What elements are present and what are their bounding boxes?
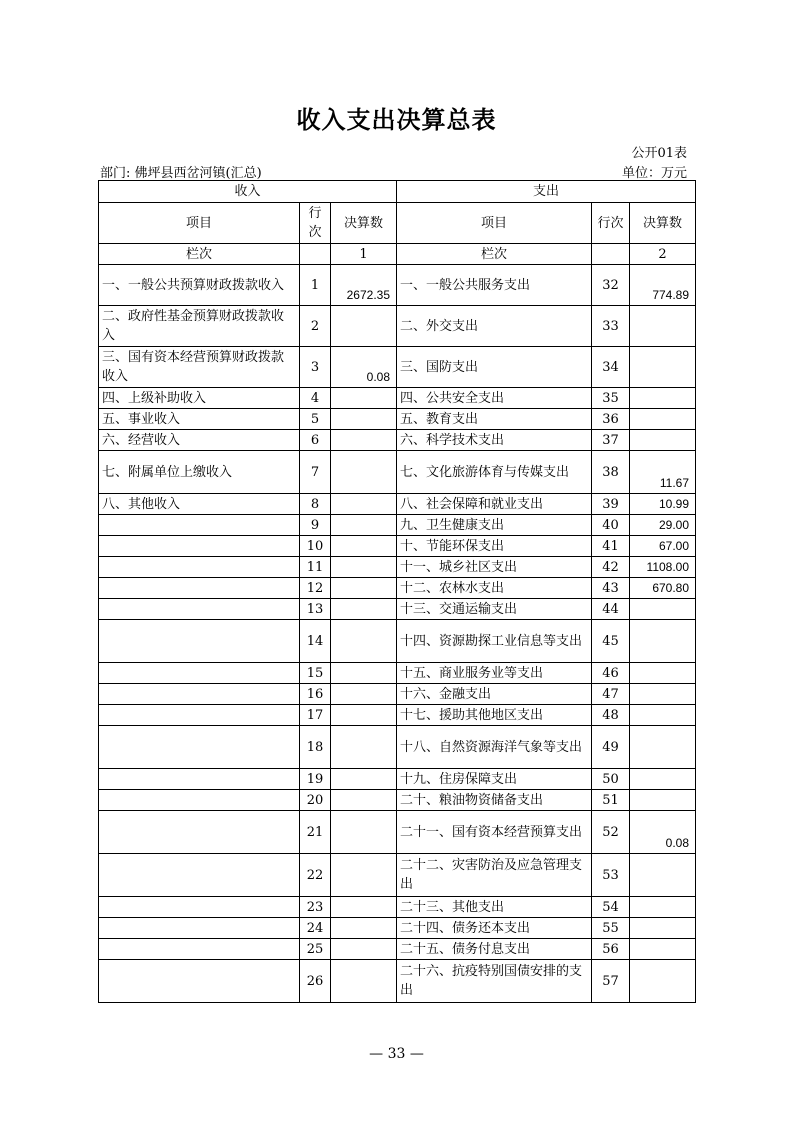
expense-amount-cell	[630, 897, 696, 918]
expense-item-header: 项目	[397, 203, 592, 244]
income-amount-cell: 0.08	[331, 347, 397, 388]
expense-item-cell: 一、一般公共服务支出	[397, 265, 592, 306]
expense-item-cell: 六、科学技术支出	[397, 430, 592, 451]
department-label: 部门: 佛坪县西岔河镇(汇总)	[100, 166, 262, 181]
income-item-header: 项目	[99, 203, 300, 244]
expense-amount-cell	[630, 705, 696, 726]
expense-amount-cell	[630, 663, 696, 684]
table-row	[99, 663, 696, 684]
expense-amount-cell	[630, 939, 696, 960]
income-amount-cell	[331, 663, 397, 684]
table-row	[99, 790, 696, 811]
expense-item-cell: 十四、资源勘探工业信息等支出	[397, 620, 592, 663]
income-amount-cell	[331, 918, 397, 939]
table-row	[99, 578, 696, 599]
expense-item-cell: 十九、住房保障支出	[397, 769, 592, 790]
income-rowno-cell: 25	[300, 939, 331, 960]
income-item-cell	[99, 536, 300, 557]
expense-amount-cell	[630, 960, 696, 1003]
income-amount-cell	[331, 790, 397, 811]
expense-item-cell: 十二、农林水支出	[397, 578, 592, 599]
table-row	[99, 684, 696, 705]
unit-label: 单位：万元	[621, 166, 687, 181]
income-rowno-cell: 18	[300, 726, 331, 769]
income-item-cell: 三、国有资本经营预算财政拨款收入	[99, 347, 300, 388]
income-amount-cell	[331, 388, 397, 409]
income-item-cell: 五、事业收入	[99, 409, 300, 430]
expense-rowno-cell: 46	[592, 663, 630, 684]
table-row	[99, 599, 696, 620]
table-row	[99, 265, 696, 306]
expense-rowno-cell: 52	[592, 811, 630, 854]
income-rowno-cell: 14	[300, 620, 331, 663]
income-amount-cell	[331, 705, 397, 726]
income-amount-cell	[331, 578, 397, 599]
empty-cell	[592, 244, 630, 265]
income-amount-cell	[331, 557, 397, 578]
expense-amount-cell: 1108.00	[630, 557, 696, 578]
income-item-cell: 六、经营收入	[99, 430, 300, 451]
income-item-cell	[99, 578, 300, 599]
expense-amount-cell: 670.80	[630, 578, 696, 599]
income-item-cell	[99, 854, 300, 897]
expense-item-cell: 二、外交支出	[397, 306, 592, 347]
expense-rowno-cell: 54	[592, 897, 630, 918]
income-rowno-cell: 1	[300, 265, 331, 306]
income-item-cell: 四、上级补助收入	[99, 388, 300, 409]
income-amount-cell: 2672.35	[331, 265, 397, 306]
expense-rowno-cell: 45	[592, 620, 630, 663]
expense-rowno-cell: 53	[592, 854, 630, 897]
expense-item-cell: 二十五、债务付息支出	[397, 939, 592, 960]
expense-item-cell: 十六、金融支出	[397, 684, 592, 705]
expense-rowno-cell: 42	[592, 557, 630, 578]
expense-amount-cell: 10.99	[630, 494, 696, 515]
table-row	[99, 726, 696, 769]
empty-cell	[300, 244, 331, 265]
table-row	[99, 769, 696, 790]
expense-rowno-cell: 39	[592, 494, 630, 515]
income-amount-cell	[331, 960, 397, 1003]
income-rowno-cell: 8	[300, 494, 331, 515]
income-rowno-cell: 11	[300, 557, 331, 578]
table-row	[99, 620, 696, 663]
table-row	[99, 515, 696, 536]
income-rowno-cell: 2	[300, 306, 331, 347]
income-item-cell	[99, 599, 300, 620]
income-column-number: 1	[331, 244, 397, 265]
expense-item-cell: 三、国防支出	[397, 347, 592, 388]
expense-item-cell: 七、文化旅游体育与传媒支出	[397, 451, 592, 494]
income-amount-cell	[331, 811, 397, 854]
income-rowno-cell: 5	[300, 409, 331, 430]
expense-item-cell: 十八、自然资源海洋气象等支出	[397, 726, 592, 769]
expense-item-cell: 九、卫生健康支出	[397, 515, 592, 536]
expense-rowno-cell: 57	[592, 960, 630, 1003]
income-item-cell	[99, 663, 300, 684]
table-row	[99, 557, 696, 578]
table-row	[99, 409, 696, 430]
income-amount-cell	[331, 620, 397, 663]
income-rowno-cell: 10	[300, 536, 331, 557]
income-rowno-cell: 21	[300, 811, 331, 854]
table-row	[99, 897, 696, 918]
expense-item-cell: 十、节能环保支出	[397, 536, 592, 557]
expense-amount-cell	[630, 684, 696, 705]
expense-item-cell: 十三、交通运输支出	[397, 599, 592, 620]
income-amount-header: 决算数	[331, 203, 397, 244]
income-amount-cell	[331, 939, 397, 960]
expense-rowno-cell: 47	[592, 684, 630, 705]
income-rowno-cell: 9	[300, 515, 331, 536]
expense-rowno-cell: 41	[592, 536, 630, 557]
income-amount-cell	[331, 494, 397, 515]
expense-item-cell: 二十三、其他支出	[397, 897, 592, 918]
expense-item-cell: 二十一、国有资本经营预算支出	[397, 811, 592, 854]
income-rowno-cell: 16	[300, 684, 331, 705]
income-item-cell	[99, 684, 300, 705]
expense-rowno-cell: 32	[592, 265, 630, 306]
income-item-cell	[99, 811, 300, 854]
expense-rowno-cell: 51	[592, 790, 630, 811]
expense-amount-cell	[630, 599, 696, 620]
expense-amount-cell	[630, 790, 696, 811]
expense-rowno-cell: 40	[592, 515, 630, 536]
income-rowno-cell: 24	[300, 918, 331, 939]
expense-amount-cell: 29.00	[630, 515, 696, 536]
expense-item-cell: 十五、商业服务业等支出	[397, 663, 592, 684]
expense-amount-cell	[630, 769, 696, 790]
income-rowno-cell: 12	[300, 578, 331, 599]
table-row	[99, 347, 696, 388]
expense-rowno-cell: 49	[592, 726, 630, 769]
table-row	[99, 939, 696, 960]
income-amount-cell	[331, 430, 397, 451]
income-item-cell	[99, 897, 300, 918]
income-rowno-cell: 23	[300, 897, 331, 918]
income-rowno-cell: 20	[300, 790, 331, 811]
income-rowno-cell: 26	[300, 960, 331, 1003]
income-item-cell	[99, 726, 300, 769]
income-item-cell	[99, 705, 300, 726]
table-row	[99, 811, 696, 854]
expense-header: 支出	[397, 181, 696, 203]
income-item-cell	[99, 620, 300, 663]
income-rowno-cell: 7	[300, 451, 331, 494]
income-rowno-cell: 19	[300, 769, 331, 790]
income-item-cell	[99, 918, 300, 939]
income-rowno-cell: 13	[300, 599, 331, 620]
income-amount-cell	[331, 451, 397, 494]
expense-amount-cell	[630, 388, 696, 409]
expense-amount-cell	[630, 726, 696, 769]
income-amount-cell	[331, 536, 397, 557]
expense-amount-header: 决算数	[630, 203, 696, 244]
income-item-cell	[99, 769, 300, 790]
income-rowno-header: 行次	[300, 203, 331, 244]
income-amount-cell	[331, 515, 397, 536]
expense-amount-cell	[630, 306, 696, 347]
expense-amount-cell	[630, 347, 696, 388]
expense-item-cell: 四、公共安全支出	[397, 388, 592, 409]
table-row	[99, 430, 696, 451]
expense-amount-cell	[630, 620, 696, 663]
table-row	[99, 918, 696, 939]
expense-rowno-cell: 44	[592, 599, 630, 620]
income-item-cell	[99, 939, 300, 960]
income-item-cell	[99, 960, 300, 1003]
income-item-cell: 七、附属单位上缴收入	[99, 451, 300, 494]
expense-rowno-cell: 38	[592, 451, 630, 494]
expense-rowno-cell: 43	[592, 578, 630, 599]
income-amount-cell	[331, 726, 397, 769]
income-amount-cell	[331, 599, 397, 620]
expense-item-cell: 十一、城乡社区支出	[397, 557, 592, 578]
expense-rowno-cell: 36	[592, 409, 630, 430]
table-row	[99, 451, 696, 494]
income-item-cell	[99, 557, 300, 578]
income-amount-cell	[331, 684, 397, 705]
income-column-label: 栏次	[99, 244, 300, 265]
table-row	[99, 388, 696, 409]
income-amount-cell	[331, 769, 397, 790]
expense-rowno-cell: 37	[592, 430, 630, 451]
table-row	[99, 306, 696, 347]
expense-amount-cell	[630, 430, 696, 451]
table-row	[99, 705, 696, 726]
expense-item-cell: 二十、粮油物资储备支出	[397, 790, 592, 811]
income-rowno-cell: 15	[300, 663, 331, 684]
expense-amount-cell	[630, 409, 696, 430]
income-amount-cell	[331, 854, 397, 897]
expense-amount-cell: 67.00	[630, 536, 696, 557]
expense-rowno-cell: 48	[592, 705, 630, 726]
page-title: 收入支出决算总表	[296, 106, 497, 134]
expense-amount-cell: 774.89	[630, 265, 696, 306]
income-rowno-cell: 3	[300, 347, 331, 388]
expense-column-label: 栏次	[397, 244, 592, 265]
expense-rowno-cell: 34	[592, 347, 630, 388]
income-item-cell: 一、一般公共预算财政拨款收入	[99, 265, 300, 306]
expense-item-cell: 二十六、抗疫特别国债安排的支出	[397, 960, 592, 1003]
expense-rowno-cell: 50	[592, 769, 630, 790]
table-row	[99, 854, 696, 897]
expense-amount-cell: 0.08	[630, 811, 696, 854]
expense-item-cell: 十七、援助其他地区支出	[397, 705, 592, 726]
expense-rowno-cell: 33	[592, 306, 630, 347]
expense-item-cell: 二十二、灾害防治及应急管理支出	[397, 854, 592, 897]
expense-item-cell: 八、社会保障和就业支出	[397, 494, 592, 515]
income-amount-cell	[331, 306, 397, 347]
income-item-cell	[99, 515, 300, 536]
income-item-cell: 八、其他收入	[99, 494, 300, 515]
expense-item-cell: 二十四、债务还本支出	[397, 918, 592, 939]
page-number: — 33 —	[369, 1046, 424, 1062]
expense-rowno-cell: 55	[592, 918, 630, 939]
income-rowno-cell: 17	[300, 705, 331, 726]
income-amount-cell	[331, 409, 397, 430]
expense-rowno-header: 行次	[592, 203, 630, 244]
income-header: 收入	[99, 181, 397, 203]
income-rowno-cell: 22	[300, 854, 331, 897]
expense-item-cell: 五、教育支出	[397, 409, 592, 430]
income-item-cell	[99, 790, 300, 811]
income-item-cell: 二、政府性基金预算财政拨款收入	[99, 306, 300, 347]
income-rowno-cell: 4	[300, 388, 331, 409]
expense-amount-cell: 11.67	[630, 451, 696, 494]
income-amount-cell	[331, 897, 397, 918]
form-number: 公开01表	[631, 146, 687, 161]
table-row	[99, 960, 696, 1003]
expense-rowno-cell: 56	[592, 939, 630, 960]
table-row	[99, 494, 696, 515]
expense-amount-cell	[630, 854, 696, 897]
expense-column-number: 2	[630, 244, 696, 265]
table-row	[99, 536, 696, 557]
summary-table	[98, 180, 696, 1003]
expense-rowno-cell: 35	[592, 388, 630, 409]
expense-amount-cell	[630, 918, 696, 939]
income-rowno-cell: 6	[300, 430, 331, 451]
